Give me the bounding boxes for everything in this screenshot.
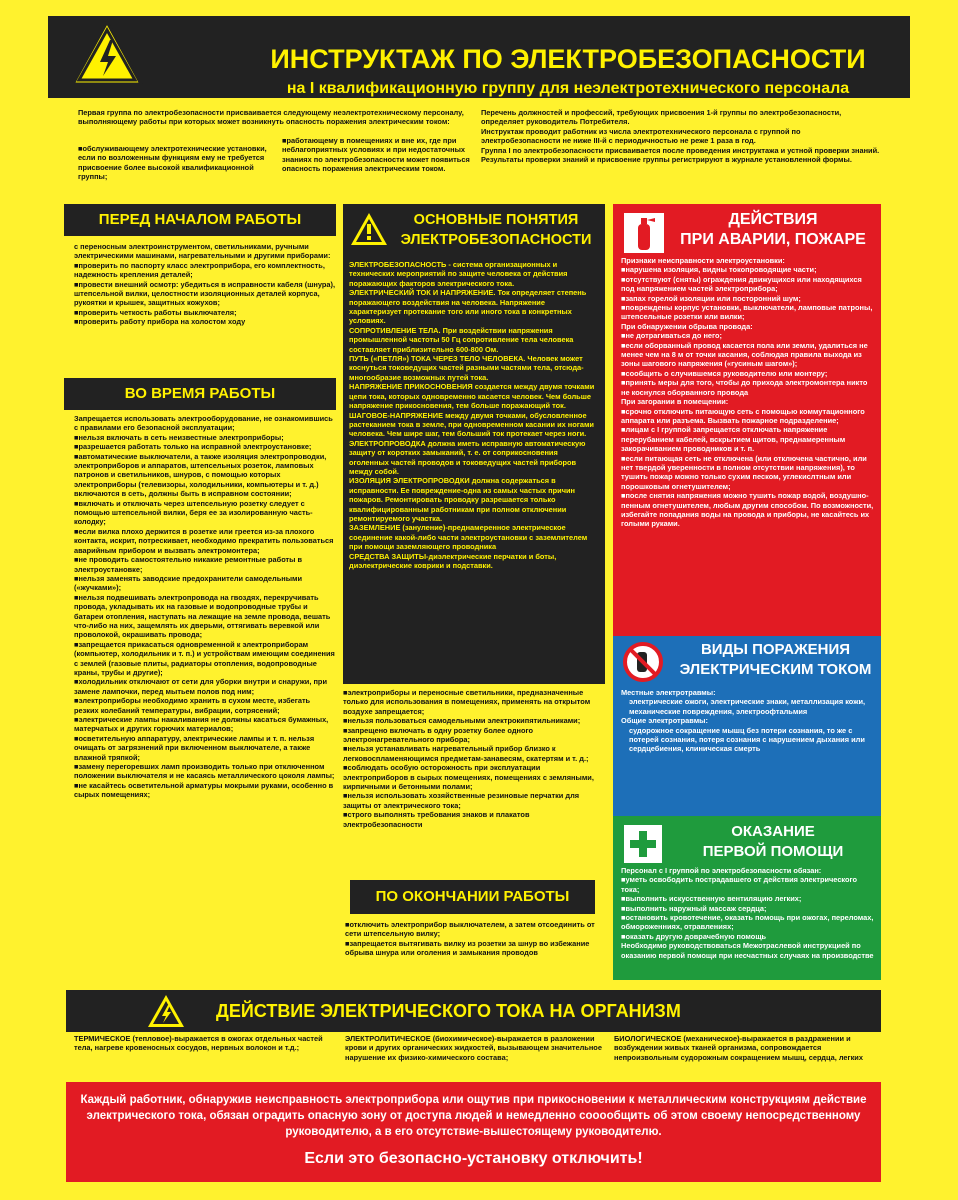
poster-title: ИНСТРУКТАЖ ПО ЭЛЕКТРОБЕЗОПАСНОСТИ — [270, 44, 866, 74]
before-work-text — [74, 242, 336, 327]
list-item: ■ сообщить о случившемся руководителю или монтеру; — [621, 369, 877, 378]
effects-heading: ДЕЙСТВИЕ ЭЛЕКТРИЧЕСКОГО ТОКА НА ОРГАНИЗМ — [216, 1001, 681, 1021]
list-item: ■ оказать другую доврачебную помощь — [621, 932, 877, 941]
injury-types-heading-line1: ВИДЫ ПОРАЖЕНИЯ — [700, 641, 851, 658]
warning-triangle-icon — [349, 210, 389, 248]
general-injury-text: судорожное сокращение мышц без потери сознания, то же с потерей сознания, потеря сознания с нарушением дыхания или сердцебиения, клиническая смерть — [629, 725, 865, 754]
emergency-intro: Признаки неисправности электроустановки: — [621, 256, 785, 265]
list-item: ■ обслуживающему электротехнические установки, если по возложенным функциям ему не требуется присвоение более высокой квалификационной группы; — [78, 144, 273, 182]
warning-text: Каждый работник, обнаружив неисправность электроприбора или ощутив при прикосновении к металлическим конструкциям действие электрического тока, обязан оградить опасную зону от доступа людей и немедленно сооообщить об этом своему непосредственному руководителю, а в его отсутствие-вышестоящему руководителю. — [80, 1094, 867, 1138]
electrolytic-effect-text: ЭЛЕКТРОЛИТИЧЕСКОЕ (биохимическое)-выражается в разложении крови и других органических жидкостей, вызывающем значительное нарушение их физико-химического состава; — [345, 1034, 602, 1062]
list-item: ■ строго выполнять требования знаков и плакатов электробезопасности — [343, 810, 605, 829]
list-item: ■ если оборванный провод касается пола или земли, удалиться не менее чем на 8 м от точки касания, соблюдая правила выхода из зоны шагового напряжения («гусиным шагом»); — [621, 341, 877, 369]
concept-paragraph: ИЗОЛЯЦИЯ ЭЛЕКТРОПРОВОДКИ должна содержаться в исправности. Ее повреждение-одна из самых частых причин пожаров. Ремонтировать проводку разрешается только квалифицированным работникам при полном отключении ремонтируемого участка. — [349, 476, 575, 523]
list-item: ■ не проводить самостоятельно никакие ремонтные работы в электроустановке; — [74, 555, 336, 574]
concept-paragraph: ЭЛЕКТРОБЕЗОПАСНОСТЬ - система организационных и технических мероприятий по защите человека от действия поражающих факторов электрического тока. — [349, 260, 568, 288]
emergency-text — [621, 256, 877, 529]
before-work-heading: ПЕРЕД НАЧАЛОМ РАБОТЫ — [64, 204, 336, 236]
fire-extinguisher-icon — [623, 212, 665, 254]
during-work-heading: ВО ВРЕМЯ РАБОТЫ — [64, 378, 336, 410]
intro-list-right — [282, 136, 477, 174]
list-item: ■ выполнить искусственную вентиляцию легких; — [621, 894, 877, 903]
emergency-heading-line1: ДЕЙСТВИЯ — [728, 211, 818, 228]
first-aid-heading-line2: ПЕРВОЙ ПОМОЩИ — [702, 843, 844, 860]
concept-paragraph: ЭЛЕКТРИЧЕСКИЙ ТОК И НАПРЯЖЕНИЕ. Ток определяет степень поражающего воздействия на человека. Напряжение характеризует протекание того или иного тока в конкретных условиях. — [349, 288, 587, 326]
concept-paragraph: СРЕДСТВА ЗАЩИТЫ-диэлектрические перчатки и боты, диэлектрические коврики и подставки. — [349, 551, 557, 570]
list-item: ■ отсутствуют (сняты) ограждения движущихся или находящихся под напряжением частей электроприбора; — [621, 275, 877, 294]
list-item: ■ электроприборы необходимо хранить в сухом месте, избегать резких колебаний температуры, вибрации, сотрясений; — [74, 696, 336, 715]
local-injury-label: Местные электротравмы: — [621, 688, 716, 697]
injury-types-panel — [613, 636, 881, 816]
concept-paragraph: ЗАЗЕМЛЕНИЕ (зануление)-преднамеренное электрическое соединение какой-либо части электроустановки с заземлителем при помощи заземляющего проводника — [349, 523, 588, 552]
list-item: ■ если питающая сеть не отключена (или отключена частично, или нет твердой уверенности в полном отсутствии напряжения), то тушить пожар можно только сухим песком, углекислтным или порошковым огнетушителем; — [621, 454, 877, 492]
poster-subtitle: на I квалификационную группу для неэлектротехнического персонала — [286, 80, 850, 97]
list-item: ■ включать и отключать через штепсельную розетку следует с помощью штепсельной вилки, беря ее за изолированную часть-колодку; — [74, 499, 336, 527]
list-item: ■ не касайтесь осветительной арматуры мокрыми руками, особенно в сырых помещениях; — [74, 781, 336, 800]
list-item: ■ срочно отключить питающую сеть с помощью коммутационного аппарата или разъема. Вызвать пожарное подразделение; — [621, 407, 877, 426]
intro-right-paragraph: Инструктаж проводит работник из числа электротехнического персонала с группой по электробезопасности не ниже III-й с периодичностью не реже 1 раза в год. — [481, 126, 801, 146]
list-item: ■ если вилка плохо держится в розетке или греется из-за плохого контакта, искрит, потрескивает, необходимо прекратить пользоваться аварийным прибором и вызвать электромонтера; — [74, 527, 336, 555]
intro-right-text — [481, 108, 881, 164]
first-aid-intro: Персонал с I группой по электробезопасности обязан: — [621, 866, 822, 875]
list-item: ■ запрещается прикасаться одновременной к электроприборам (компьютер, холодильник и т. п.) и устройствам имеющим соединения с землей (газовые плиты, радиаторы отопления, водопроводные краны, трубы и другие); — [74, 640, 336, 678]
list-item: ■ запах горелой изоляции или посторонний шум; — [621, 294, 877, 303]
intro-right-paragraph: Перечень должностей и профессий, требующих присвоения 1-й группы по электробезопасности, определяет руководитель Потребителя. — [481, 108, 842, 127]
list-item: ■ нельзя устанавливать нагревательный прибор близко к легковоспламеняющимся предметам-занавесям, скатертям и т. д.; — [343, 744, 605, 763]
concept-paragraph: НАПРЯЖЕНИЕ ПРИКОСНОВЕНИЯ создается между двумя точками цепи тока, которых одновременно касается человек. Чем больше напряжение прикосновения, тем больше поражающий ток. — [349, 382, 595, 411]
emergency-break-intro: При обнаружении обрыва провода: — [621, 321, 753, 331]
effects-heading-block — [66, 990, 881, 1032]
injury-types-text — [621, 688, 877, 754]
concepts-continued-list — [343, 688, 605, 829]
list-item: ■ нельзя пользоваться самодельными электрокипятильниками; — [343, 716, 605, 725]
list-item: ■ работающему в помещениях и вне их, где при неблагоприятных условиях и при недостаточных знаниях по электробезопасности может появиться опасность поражения электрическим током. — [282, 136, 477, 174]
list-item: ■ электрические лампы накаливания не должны касаться бумажных, матерчатых и других горючих материалов; — [74, 715, 336, 734]
during-work-intro: Запрещается использовать электрооборудование, не ознакомившись с правилами его безопасной эксплуатации; — [74, 414, 333, 433]
emergency-heading — [673, 210, 873, 250]
list-item: ■ электроприборы и переносные светильники, предназначенные только для использования в помещениях, применять на открытом воздухе запрещается; — [343, 688, 605, 716]
concepts-heading-line2: ЭЛЕКТРОБЕЗОПАСНОСТИ — [400, 232, 592, 248]
list-item: ■ холодильник отключают от сети для уборки внутри и снаружи, при замене лампочки, перед мытьем полов под ним; — [74, 677, 336, 696]
concept-paragraph: ШАГОВОЕ-НАПРЯЖЕНИЕ между двумя точками, обусловленное растеканием тока в земле, при одновременном касании их ногами человека. Чем шире шаг, тем больший ток протекает через ноги. — [349, 410, 594, 439]
list-item: ■ нельзя подвешивать электропровода на гвоздях, перекручивать провода, укладывать их на газовые и водопроводные трубы и батареи отопления, наступать на лежащие на земле провода, вешать что-либо на них, защемлять их дверьми, оттягивать веревкой или проволокой, окрашивать провода; — [74, 593, 336, 640]
injury-types-heading-line2: ЭЛЕКТРИЧЕСКИМ ТОКОМ — [679, 661, 872, 678]
list-item: ■ после снятия напряжения можно тушить пожар водой, воздушно-пенным огнетушителем, любым другим способом. По возможности, избегайте попадания воды на провода и приборы, не касайтесь их голыми руками. — [621, 491, 877, 529]
list-item: ■ проверить работу прибора на холостом ходу — [74, 317, 336, 326]
list-item: ■ нарушена изоляция, видны токопроводящие части; — [621, 265, 877, 274]
concept-paragraph: ЭЛЕКТРОПРОВОДКА должна иметь исправную автоматическую защиту от коротких замыканий, т. е. от соприкосновения оголенных частей проводов и токоведущих частей приборов между собой. — [349, 438, 586, 476]
list-item: ■ повреждены корпус установки, выключатели, ламповые патроны, штепсельные розетки или вилки; — [621, 303, 877, 322]
high-voltage-warning-icon — [70, 18, 144, 88]
concepts-definitions — [343, 256, 605, 684]
list-item: ■ уметь освободить пострадавшего от действия электрического тока; — [621, 875, 877, 894]
first-aid-panel — [613, 816, 881, 980]
list-item: ■ замену перегоревших ламп производить только при отключенном положении выключателя и не касаясь металлического цоколя лампы; — [74, 762, 336, 781]
intro-list-left — [78, 144, 273, 182]
warning-banner — [66, 1082, 881, 1182]
list-item: ■ разрешается работать только на исправной электроустановке; — [74, 442, 336, 451]
concept-paragraph: СОПРОТИВЛЕНИЕ ТЕЛА. При воздействии напряжения промышленной частоты 50 Гц сопротивление тела человека составляет приблизительно 600-800 Ом. — [349, 325, 574, 354]
injury-types-heading — [673, 640, 878, 680]
after-work-text — [345, 920, 605, 958]
list-item: ■ проверить по паспорту класс электроприбора, его комплектность, надежность крепления деталей; — [74, 261, 336, 280]
high-voltage-warning-icon — [146, 993, 186, 1029]
list-item: ■ выполнить наружный массаж сердца; — [621, 904, 877, 913]
thermal-effect-text: ТЕРМИЧЕСКОЕ (тепловое)-выражается в ожогах отдельных частей тела, нагреве кровеносных сосудов, нервных волокон и т.д.; — [74, 1034, 323, 1053]
during-work-text — [74, 414, 336, 800]
poster-header — [48, 16, 910, 98]
list-item: ■ запрещено включать в одну розетку более одного электронагревательного прибора; — [343, 726, 605, 745]
list-item: ■ автоматические выключатели, а также изоляция электропроводки, электроприборов и аппаратов, штепсельных розеток, ламповых патронов и светильников, шнуров, с помощью которых электроприборы (телевизоры, холодильники, компьютеры и т. д.) включаются в сеть, должны быть в исправном состоянии; — [74, 452, 336, 499]
list-item: ■ лицам с I группой запрещается отключать напряжение перерубанием кабелей, вскрытием щитов, преднамеренным закорачиванием проводников и т. п. — [621, 425, 877, 453]
first-aid-outro: Необходимо руководствоваться Межотраслевой инструкцией по оказанию первой помощи при несчастных случаях на производстве — [621, 941, 874, 960]
list-item: ■ осветительную аппаратуру, электрические лампы и т. п. нельзя очищать от загрязнений при включенном выключателе, а также влажной тряпкой; — [74, 734, 336, 762]
biological-effect-text: БИОЛОГИЧЕСКОЕ (механическое)-выражается в раздражении и возбуждении живых тканей организма, сопровождается непроизвольным судорожным сокращением мышц, сердца, легких — [614, 1034, 863, 1062]
intro-right-paragraph: Группа I по электробезопасности присваивается после проведения инструктажа и устной проверки знаний. Результаты проверки знаний и присвоение группы регистрируют в журнале установленной формы. — [481, 145, 880, 165]
list-item: ■ нельзя включать в сеть неизвестные электроприборы; — [74, 433, 336, 442]
concepts-heading-line1: ОСНОВНЫЕ ПОНЯТИЯ — [413, 212, 579, 228]
concept-paragraph: ПУТЬ («ПЕТЛЯ») ТОКА ЧЕРЕЗ ТЕЛО ЧЕЛОВЕКА. Человек может коснуться токоведущих частей разными частями тела, отсюда-многообразие возможных путей тока. — [349, 354, 584, 382]
first-aid-heading — [673, 822, 873, 862]
emergency-fire-intro: При загорании в помещении: — [621, 397, 729, 407]
local-injury-text: электрические ожоги, электрические знаки, металлизация кожи, механические повреждения, электроофтальмия — [629, 697, 866, 716]
list-item: ■ нельзя использовать хозяйственные резиновые перчатки для защиты от электрического тока; — [343, 791, 605, 810]
list-item: ■ принять меры для того, чтобы до прихода электромонтера никто не коснулся оборванного провода — [621, 378, 877, 397]
list-item: ■ не дотрагиваться до него; — [621, 331, 877, 340]
list-item: ■ нельзя заменять заводские предохранители самодельными («жучками»); — [74, 574, 336, 593]
first-aid-text — [621, 866, 877, 960]
first-aid-cross-icon — [623, 824, 663, 864]
no-touch-hand-icon — [623, 642, 663, 682]
list-item: ■ проверить четкость работы выключателя; — [74, 308, 336, 317]
intro-paragraph: Первая группа по электробезопасности присваивается следующему неэлектротехническому персоналу, выполняющему работы при которых может возникнуть опасность поражения электрическим током: — [78, 108, 464, 127]
emergency-heading-line2: ПРИ АВАРИИ, ПОЖАРЕ — [680, 231, 866, 248]
list-item: ■ отключить электроприбор выключателем, а затем отсоединить от сети штепсельную вилку; — [345, 920, 605, 939]
list-item: ■ запрещается вытягивать вилку из розетки за шнур во избежание обрыва шнура или оголения и замыкания проводов — [345, 939, 605, 958]
after-work-heading: ПО ОКОНЧАНИИ РАБОТЫ — [350, 880, 595, 914]
list-item: ■ провести внешний осмотр: убедиться в исправности кабеля (шнура), штепсельной вилки, целостности изоляционных деталей корпуса, рукоятки и крышек, защитных кожухов; — [74, 280, 336, 308]
before-work-intro: с переносным электроинструментом, светильниками, ручными электрическими машинами, нагревательными и другими приборами: — [74, 242, 331, 261]
warning-final-text: Если это безопасно-установку отключить! — [304, 1150, 643, 1167]
concepts-heading-block — [343, 204, 605, 256]
first-aid-heading-line1: ОКАЗАНИЕ — [731, 823, 815, 840]
emergency-panel — [613, 204, 881, 636]
list-item: ■ соблюдать особую осторожность при эксплуатации электроприборов в сырых помещениях, помещениях с земляными, кирпичными и бетонными полами; — [343, 763, 605, 791]
list-item: ■ остановить кровотечение, оказать помощь при ожогах, переломах, обмороженниях, отравлениях; — [621, 913, 877, 932]
general-injury-label: Общие электротравмы: — [621, 716, 708, 726]
